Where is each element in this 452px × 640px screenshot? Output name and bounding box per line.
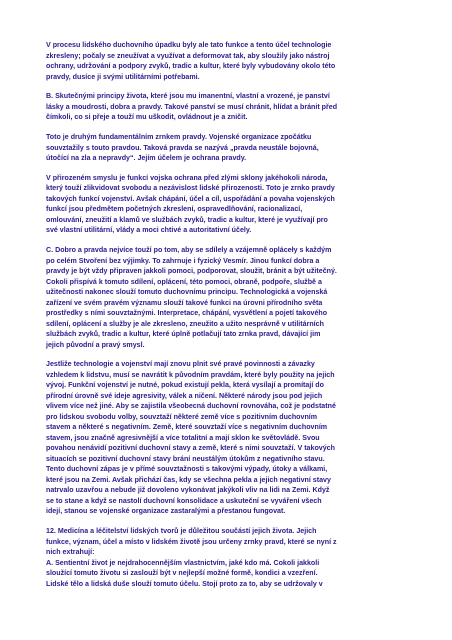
paragraph-military-return: Jestliže technologie a vojenství mají znovu plnit své pravé povinnosti a závazky vzhledem k lidstvu, musí se navrátit k původním pravdám, které byly použity na jejich vývoj. Funkční vojenství je nutné, pokud existují pekla, která vysílají a promítají do přírodní úrovně své ideje agresivity, válek a ničení. Některé národy jsou pod jejich vlivem více než jiné. Aby se zajistila všeobecná duchovní rovnováha, což je podstatné pro lidskou svobodu volby, souvztaží některé země více s pozitivním duchovním stavem a některé s negativním. Země, které souvztaží více s negativním duchovním stavem, jsou značně agresivnější a více totalitní a mají sklon ke světovládě. Svou povahou nenávidí pozitivní duchovní stavy a země, které s nimi souvztaží. V takových situacích se pozitivní duchovní stavy brání neustálým útokům z negativního stavu. Tento duchovní zápas je v přímé souvztažnosti s takovými výpady, útoky a válkami, které jsou na Zemi. Avšak přichází čas, kdy se všechna pekla a jejich negativní stavy natrvalo uzavřou a nebude již dovoleno vykonávat jakýkoli vliv na lidi na Zemi. Když se to stane a když se nastolí duchovní konsolidace a uskuteční se vyváření všech idejí, stanou se vojenské organizace zastaralými a přestanou fungovat. [46,360,336,516]
paragraph-military-function: V přirozeném smyslu je funkcí vojska ochrana před zlými sklony jakéhokoli národa, který touží zlikvidovat svobodu a nezávislost lidské přirozenosti. Toto je zrnko pravdy takových funkcí vojenství. Avšak chápání, účel a cíl, uspořádání a povaha vojenských funkcí jsou předmětem početných zkreslení, ospravedlňování, racionalizací, omlouvání, zneužití a klamů ve službách zvyků, tradic a kultur, které je využívají pro své vlastní utilitární, vlády a moci chtivé a autoritativní účely. [46,173,335,235]
paragraph-technology-distortion: V procesu lidského duchovního úpadku byly ale tato funkce a tento účel technologie zkresleny; počaly se zneužívat a využívat a deformovat tak, aby sloužily jako nástroj ochrany, udržování a podpory zvyků, tradic a kultur, které byly vybudovány okolo této pravdy, dusíce ji svými utilitárními potřebami. [46,41,336,81]
paragraph-medicine: 12. Medicína a léčitelství lidských tvorů je důležitou součástí jejich života. Jejich funkce, význam, účel a místo v lidském životě jsou určeny zrnky pravd, které se nyní z nich extrahují: A. Sentientní život je nejdrahocennějším vlastnictvím, jaké kdo má. Cokoli jakkoli sloužící tomuto životu si zaslouží být v nejlepší možné formě, kondici a vzezření. Lidské tělo a lidská duše slouží tomuto účelu. Stojí proto za to, aby se udržovaly v [46,527,337,588]
paragraph-principle-c: C. Dobro a pravda nejvíce touží po tom, aby se sdílely a vzájemně opláceły s každým po celém Stvoření bez výjimky. To zahrnuje i fyzický Vesmír. Jinou funkcí dobra a pravdy je být vždy připraven jakkoli pomoci, podporovat, sloužit, bránit a být užitečný. Cokoli přispívá k tomuto sdílení, oplácení, této pomoci, obraně, podpoře, službě a užitečnosti nakonec slouží tomuto duchovnímu principu. Technologická a vojenská zařízení ve svém pravém významu slouží takové funkci na úrovni přírodního světa prostředky s ními souvztažnými. Interpretace, chápání, vysvětlení a pojetí takového sdílení, oplácení a služby je ale zkresleno, zneužito a užito nesprávně v utilitárních službách zvyků, tradic a kultur, které úplně potlačují tato zrnka pravd, dávající jim jejich původní a pravý smysl. [46,246,337,349]
paragraph-principle-b: B. Skutečnými principy života, které jsou mu imanentní, vlastní a vrozené, je panství lásky a moudrosti, dobra a pravdy. Takové panství se musí chránit, hlídat a bránit před čímkoli, co si přeje a touží mu uškodit, ovládnout je a zničit. [46,92,338,122]
paragraph-second-grain: Toto je druhým fundamentálním zrnkem pravdy. Vojenské organizace zpočátku souvztažily s touto pravdou. Taková pravda se nazývá „pravda neustále bojovná, útočící na zla a nepravdy“. Jejím účelem je ochrana pravdy. [46,133,319,163]
